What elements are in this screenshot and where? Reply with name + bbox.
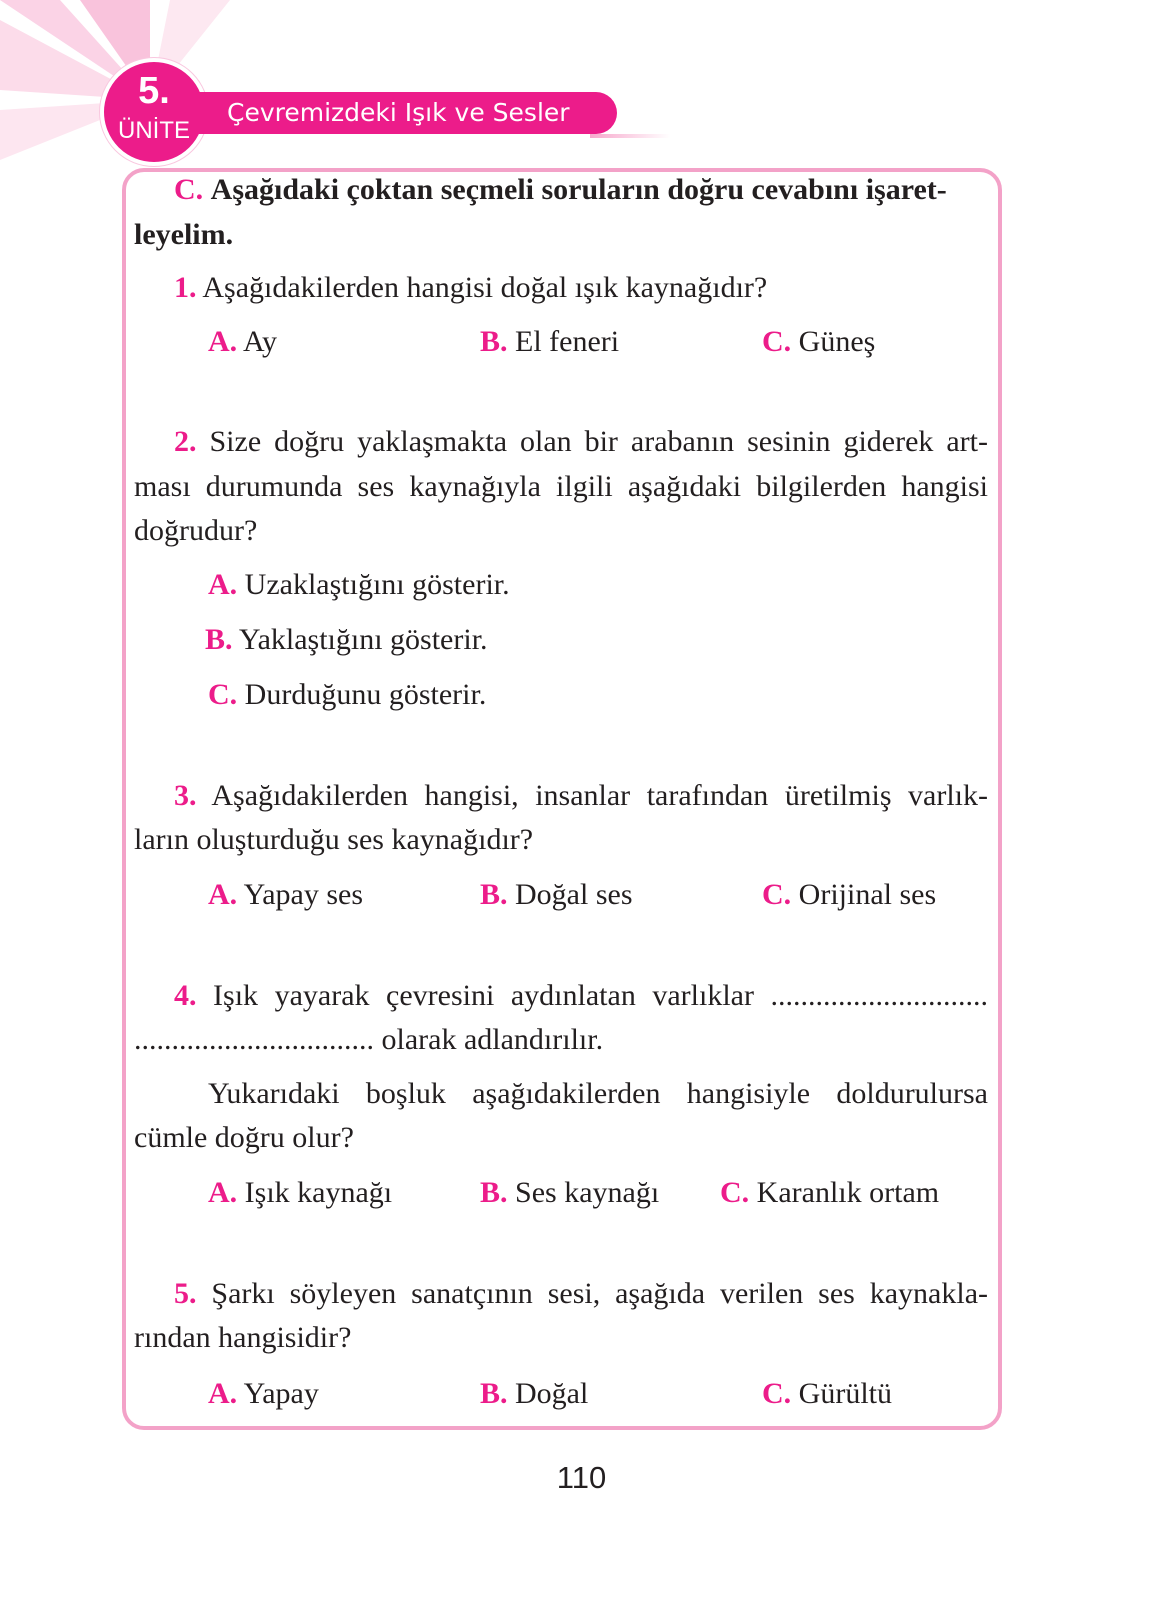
q4-option-a[interactable]: A. Işık kaynağı <box>208 1176 393 1209</box>
unit-title: Çevremizdeki Işık ve Sesler <box>195 92 617 134</box>
q3-option-c[interactable]: C. Orijinal ses <box>762 878 937 911</box>
question-4-line4: cümle doğru olur? <box>134 1121 354 1154</box>
question-3-line1: 3. Aşağıdakilerden hangisi, insanlar tarafından üretilmiş varlık- <box>174 779 988 812</box>
page-number: 110 <box>556 1460 607 1495</box>
q2-option-a[interactable]: A. Uzaklaştığını gösterir. <box>208 568 510 601</box>
section-instruction-line1: C. Aşağıdaki çoktan seçmeli soruların doğru cevabını işaret- <box>174 173 947 206</box>
q1-option-a[interactable]: A. Ay <box>208 325 277 358</box>
q4-option-c[interactable]: C. Karanlık ortam <box>720 1176 940 1209</box>
unit-label: ÜNİTE <box>118 117 190 144</box>
question-4-line2: ................................ olarak adlandırılır. <box>134 1023 604 1056</box>
q3-option-a[interactable]: A. Yapay ses <box>208 878 364 911</box>
q5-option-b[interactable]: B. Doğal <box>480 1377 589 1410</box>
question-5-line2: rından hangisidir? <box>134 1321 352 1354</box>
unit-badge <box>100 58 208 166</box>
q1-option-b[interactable]: B. El feneri <box>480 325 620 358</box>
question-5-line1: 5. Şarkı söyleyen sanatçının sesi, aşağıda verilen ses kaynakla- <box>174 1277 988 1310</box>
q5-option-c[interactable]: C. Gürültü <box>762 1377 892 1410</box>
question-4-line3: Yukarıdaki boşluk aşağıdakilerden hangisiyle doldurulursa <box>208 1077 988 1110</box>
q2-option-c[interactable]: C. Durduğunu gösterir. <box>208 678 487 711</box>
q3-option-b[interactable]: B. Doğal ses <box>480 878 633 911</box>
q2-option-b[interactable]: B. Yaklaştığını gösterir. <box>205 623 488 656</box>
question-2-line2: ması durumunda ses kaynağıyla ilgili aşağıdaki bilgilerden hangisi <box>134 470 988 503</box>
section-instruction-line2: leyelim. <box>134 218 234 251</box>
q4-option-b[interactable]: B. Ses kaynağı <box>480 1176 660 1209</box>
question-2-line3: doğrudur? <box>134 514 258 547</box>
unit-number: 5. <box>138 70 170 112</box>
q5-option-a[interactable]: A. Yapay <box>208 1377 319 1410</box>
question-2-line1: 2. Size doğru yaklaşmakta olan bir arabanın sesinin giderek art- <box>174 425 988 458</box>
section-letter: C. <box>174 173 204 206</box>
q1-option-c[interactable]: C. Güneş <box>762 325 876 358</box>
question-4-line1: 4. Işık yayarak çevresini aydınlatan varlıklar ............................. <box>174 979 989 1012</box>
title-underline <box>590 134 670 138</box>
question-3-line2: ların oluşturduğu ses kaynağıdır? <box>134 823 534 856</box>
question-1: 1. Aşağıdakilerden hangisi doğal ışık kaynağıdır? <box>174 271 768 304</box>
